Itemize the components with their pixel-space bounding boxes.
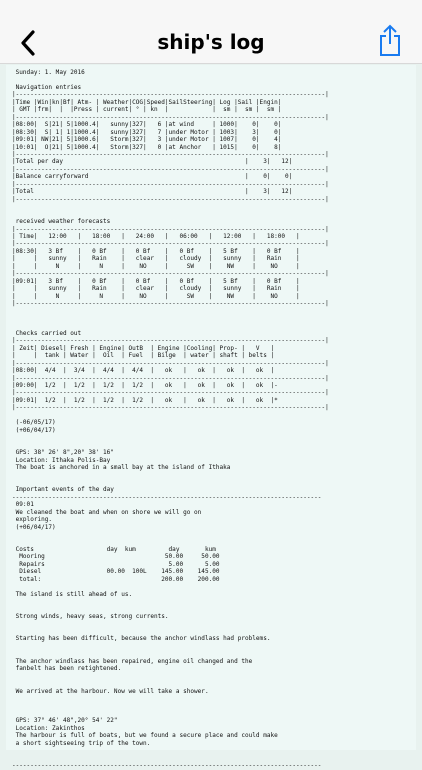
log-document[interactable]: [6, 65, 416, 770]
share-button[interactable]: [374, 24, 406, 58]
share-icon: [374, 24, 406, 58]
log-text: Sunday: 1. May 2016 Navigation entries |-------------------------------------------------------------------------------------| |Time |Win|kn|Bf| Atm- | Weather|COG|Speed|SailSteering| Log |Sail |Engin| | GMT |frm| | |Press | current| ° | kn | | sm | sm | sm | |-------------------------------------------------------------------------------------| |08:00| S|21| 5|1000.4| sunny|327| 6 |at wind | 1000| 0| 0| |08:30| S| 1| 1|1000.4| sunny|327| 7 |under Motor | 1003| 3| 0| |09:01| NW|21| 5|1000.6| Storm|327| 3 |under Motor | 1007| 0| 4| |10:01| O|21| 5|1000.4| Storm|327| 0 |at Anchor | 1015| 0| 8| |-------------------------------------------------------------------------------------| |Total per day | 3| 12| |-------------------------------------------------------------------------------------| |Balance carryforward | 0| 0| |-------------------------------------------------------------------------------------| |Total | 3| 12| |-------------------------------------------------------------------------------------| received weather forecasts |-------------------------------------------------------------------------------------| | Time| 12:00 | 18:00 | 24:00 | 06:00 | 12:00 | 18:00 | |-------------------------------------------------------------------------------------| |08:30| 3 Bf | 0 Bf | 0 Bf | 0 Bf | 5 Bf | 0 Bf | | | sunny | Rain | clear | cloudy | sunny | Rain | | | N | N | NO | SW | NW | NO | |-------------------------------------------------------------------------------------| |09:01| 3 Bf | 0 Bf | 0 Bf | 0 Bf | 5 Bf | 0 Bf | | | sunny | Rain | clear | cloudy | sunny | Rain | | | N | N | NO | SW | NW | NO | |-------------------------------------------------------------------------------------| Checks carried out |-------------------------------------------------------------------------------------| | Zeit| Diesel| Fresh | Engine| OutB | Engine |Cooling| Prop- | V | | | tank | Water | Oil | Fuel | Bilge | water | shaft | belts | |-------------------------------------------------------------------------------------| |08:00| 4/4 | 3/4 | 4/4 | 4/4 | ok | ok | ok | ok | |-------------------------------------------------------------------------------------| |09:00| 1/2 | 1/2 | 1/2 | 1/2 | ok | ok | ok | ok |- |-------------------------------------------------------------------------------------| |09:01| 1/2 | 1/2 | 1/2 | 1/2 | ok | ok | ok | ok |* |-------------------------------------------------------------------------------------| (-06/05/17) (+06/04/17) GPS: 38° 26' 8",20° 38' 16" Location: Ithaka Polis-Bay The boat is anchored in a small bay at the island of Ithaka Important events of the day ------------------------------------------------------------------------------------- 09:01 We cleaned the boat and when on shore we will go on exploring. (+06/04/17) Costs day kum day kum Mooring 50.00 50.00 Repairs 5.00 5.00 Diesel 00.00 100L 145.00 145.00 total: 200.00 200.00 The island is still ahead of us. Strong winds, heavy seas, strong currents. Starting has been difficult, because the anchor windlass had problems. The anchor windlass has been repaired, engine oil changed and the fanbelt has been retightened. We arrived at the harbour. Now we will take a shower. GPS: 37° 46' 48",20° 54' 22" Location: Zakinthos The harbour is full of boats, but we found a secure place and could make a short sightseeing trip of the town. -------------------------------------------------------------------------------------: [12, 69, 329, 770]
page-title: ship's log: [157, 30, 265, 54]
navigation-bar: [0, 0, 422, 64]
